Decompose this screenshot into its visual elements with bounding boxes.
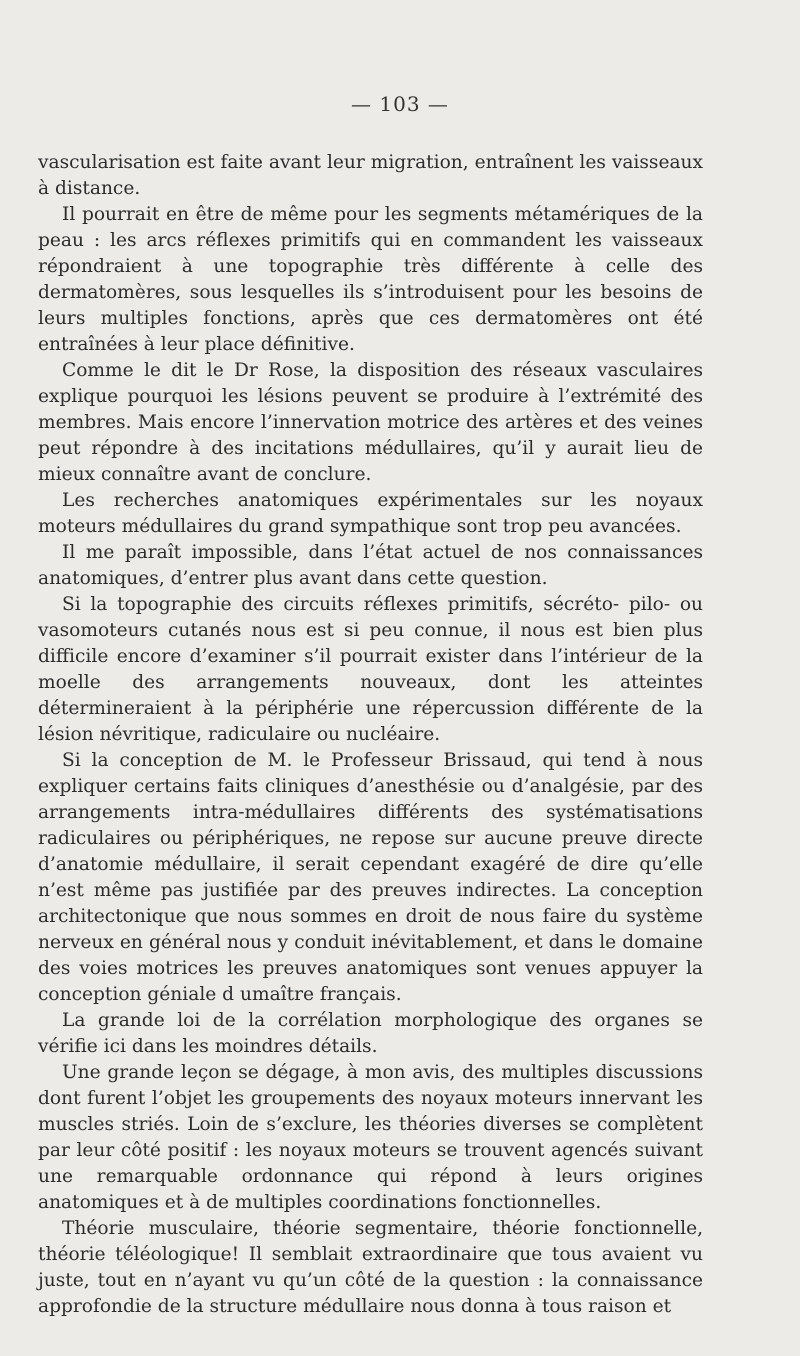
paragraph-5: Il me paraît impossible, dans l’état actuel de nos connaissances anatomiques, d’entrer plus avant dans cette question. xyxy=(38,542,703,589)
body-text xyxy=(38,150,703,1320)
paragraph-3: Comme le dit le Dr Rose, la disposition des réseaux vasculaires explique pourquoi les lésions peuvent se produire à l’extrémité des membres. Mais encore l’innervation motrice des artères et des veines peut répondre à des incitations médullaires, qu’il y aurait lieu de mieux connaître avant de conclure. xyxy=(38,360,703,485)
paragraph-4: Les recherches anatomiques expérimentales sur les noyaux moteurs médullaires du grand sympathique sont trop peu avancées. xyxy=(38,490,703,537)
paragraph-10: Théorie musculaire, théorie segmentaire, théorie fonctionnelle, théorie téléologique! Il semblait extraordinaire que tous avaient vu juste, tout en n’ayant vu qu’un côté de la question : la connaissance approfondie de la structure médullaire nous donna à tous raison et xyxy=(38,1218,703,1317)
paragraph-7: Si la conception de M. le Professeur Brissaud, qui tend à nous expliquer certains faits cliniques d’anesthésie ou d’analgésie, par des arrangements intra-médullaires différents des systématisations radiculaires ou périphériques, ne repose sur aucune preuve directe d’anatomie médullaire, il serait cependant exagéré de dire qu’elle n’est même pas justifiée par des preuves indirectes. La conception architectonique que nous sommes en droit de nous faire du système nerveux en général nous y conduit inévitablement, et dans le domaine des voies motrices les preuves anatomiques sont venues appuyer la conception géniale d umaître français. xyxy=(38,750,703,1005)
paragraph-2: Il pourrait en être de même pour les segments métamériques de la peau : les arcs réflexes primitifs qui en commandent les vaisseaux répondraient à une topographie très différente à celle des dermatomères, sous lesquelles ils s’introduisent pour les besoins de leurs multiples fonctions, après que ces dermatomères ont été entraînées à leur place définitive. xyxy=(38,204,703,355)
page-number: — 103 — xyxy=(351,92,449,116)
paragraph-6: Si la topographie des circuits réflexes primitifs, sécréto- pilo- ou vasomoteurs cutanés nous est si peu connue, il nous est bien plus difficile encore d’examiner s’il pourrait exister dans l’intérieur de la moelle des arrangements nouveaux, dont les atteintes détermineraient à la périphérie une répercussion différente de la lésion névritique, radiculaire ou nucléaire. xyxy=(38,594,703,745)
paragraph-9: Une grande leçon se dégage, à mon avis, des multiples discussions dont furent l’objet les groupements des noyaux moteurs innervant les muscles striés. Loin de s’exclure, les théories diverses se complètent par leur côté positif : les noyaux moteurs se trouvent agencés suivant une remarquable ordonnance qui répond à leurs origines anatomiques et à de multiples coordinations fonctionnelles. xyxy=(38,1062,703,1213)
paragraph-8: La grande loi de la corrélation morphologique des organes se vérifie ici dans les moindres détails. xyxy=(38,1010,703,1057)
paragraph-1: vascularisation est faite avant leur migration, entraînent les vaisseaux à distance. xyxy=(38,152,703,199)
